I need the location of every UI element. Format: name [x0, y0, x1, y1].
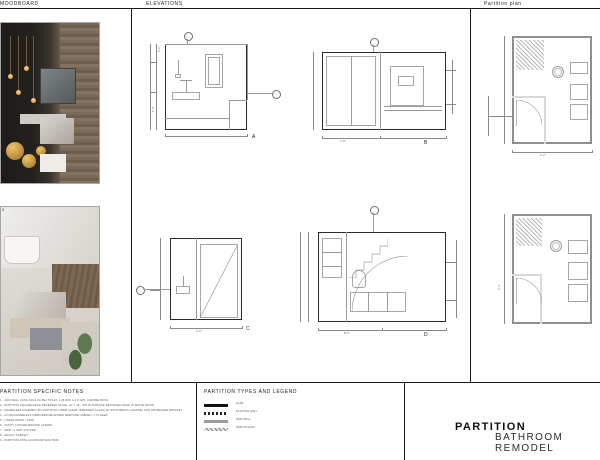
- legend-swatch-existing-wall: [204, 412, 228, 415]
- section-heading-moodboard: MOODBOARD: [0, 1, 39, 7]
- dimension-text: 2'-6": [196, 330, 202, 333]
- moodboard-frame-1: [0, 22, 100, 184]
- sheet-top-rule: [0, 8, 600, 9]
- dimension-text: 8'-0": [344, 332, 350, 335]
- section-heading-partition-plan: Partition plan: [484, 1, 522, 7]
- legend-label: NEW PILLARS: [236, 426, 256, 429]
- note-line: 5 - LINEAR DRAIN / TRAP: [0, 419, 35, 422]
- note-line: 8 - HEIGHT CABINET: [0, 434, 29, 437]
- sheet-divider-left: [131, 8, 132, 382]
- dimension-text: 1'-4": [152, 106, 155, 112]
- footer-divider-1: [196, 382, 197, 460]
- footer-divider-2: [404, 382, 405, 460]
- notes-title: PARTITION SPECIFIC NOTES: [0, 389, 84, 395]
- door-swing-plan: [516, 278, 542, 304]
- elevation-label-c: C: [246, 326, 251, 332]
- door-swing-plan: [516, 100, 542, 126]
- sheet-divider-right: [470, 8, 471, 382]
- section-heading-elevations: ELEVATIONS: [146, 1, 183, 7]
- legend-label: EXISTING WALL: [236, 410, 258, 413]
- brand-title: PARTITION: [455, 421, 527, 433]
- legend-swatch-new-wall: [204, 420, 228, 423]
- legend-label: NEW WALL: [236, 418, 251, 421]
- dimension-text: 2'-0": [158, 46, 161, 52]
- moodboard-frame-2: [0, 206, 100, 376]
- dimension-text: 4'-2": [540, 154, 546, 157]
- elevation-label-b: B: [424, 140, 428, 146]
- moodboard-number-1: 1: [2, 23, 5, 28]
- elevation-label-d: D: [424, 332, 429, 338]
- legend-title: PARTITION TYPES AND LEGEND: [204, 389, 298, 395]
- note-line: 9 - PARTITION WITH ALUMINUM SLIM TRIM: [0, 439, 59, 442]
- project-title: BATHROOM REMODEL: [495, 432, 564, 454]
- note-line: 1 - 1200 WALL HUNG DUAL FLUSH TOILET, 1.28 GPF & 0.9 GPF, CHROME BOWL: [0, 399, 109, 402]
- note-line: 7 - VENT / LIGHT FIXTURE: [0, 429, 36, 432]
- note-line: 3 - FRAMELESS ASSEMBLY BY PARTITION (10MM CLEAR TEMPERED GLASS) W/ SATIN BRASS CHANNEL AND 180 DEGREE BRACKET: [0, 409, 183, 412]
- note-line: 6 - VANITY FIXTURE BRONZE CARVED: [0, 424, 53, 427]
- dimension-text: 5'-4": [498, 284, 501, 290]
- door-swing-diagonal: [200, 244, 238, 318]
- legend-swatch-slab: [204, 404, 228, 407]
- note-line: 4 - FLUSH FRAMELESS MIRRORED RECESSED MEDICINE CABINET, 1.75 DEEP: [0, 414, 108, 417]
- sheet-bottom-rule: [0, 382, 600, 383]
- legend-swatch-new-pillars: [204, 428, 228, 431]
- dimension-text: 7'-8": [340, 140, 346, 143]
- note-line: 2 - PARTITION SQUARE-EDGE RECESSED NICHE, 14" x 14", SOLID SURFACE RETURNED EDGE IN MATTE WHITE: [0, 404, 155, 407]
- moodboard-number-2: 2: [2, 207, 5, 212]
- legend-label: SLAB: [236, 402, 244, 405]
- elevation-label-a: A: [252, 134, 256, 140]
